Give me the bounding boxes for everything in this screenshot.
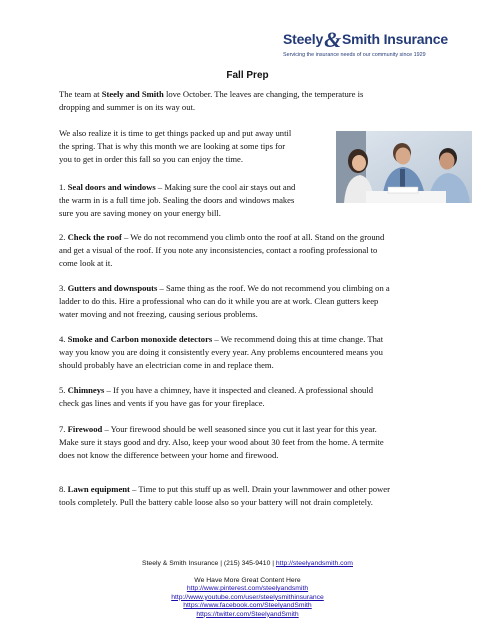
youtube-link[interactable]: http://www.youtube.com/user/steelysmithinsurance xyxy=(171,593,324,601)
tip-text: sure you are saving money on your energy bill. xyxy=(59,208,221,218)
company-logo xyxy=(283,24,483,58)
logo-brand-part2: Smith Insurance xyxy=(341,31,448,47)
tip-8 xyxy=(59,483,449,509)
tip-text: ladder to do this. Hire a professional who can do it while you are at work. Clean gutters keep xyxy=(59,296,379,306)
tip-text: check gas lines and vents if you have gas for your fireplace. xyxy=(59,398,265,408)
tip-text: – We recommend doing this at time change. That xyxy=(212,334,384,344)
tip-text: – Time to put this stuff up as well. Drain your lawnmower and other power xyxy=(129,484,390,494)
tip-heading: Lawn equipment xyxy=(67,484,130,494)
intro-company-name: Steely and Smith xyxy=(101,89,164,99)
pinterest-link[interactable]: http://www.pinterest.com/steelyandsmith xyxy=(186,585,309,593)
website-link[interactable]: http://steelyandsmith.com xyxy=(275,560,353,567)
tip-number: 7. xyxy=(59,424,68,434)
twitter-link[interactable]: https://twitter.com/SteelyandSmith xyxy=(196,610,299,618)
tip-heading: Smoke and Carbon monoxide detectors xyxy=(67,334,213,344)
tip-text: come look at it. xyxy=(59,258,113,268)
footer-more-content xyxy=(0,577,495,619)
tip-text: does not know the difference between your home and firewood. xyxy=(59,450,279,460)
logo-ampersand: & xyxy=(324,27,341,52)
photo-illustration xyxy=(336,131,472,203)
tip-heading: Chimneys xyxy=(67,385,105,395)
tip-number: 4. xyxy=(59,334,68,344)
facebook-link[interactable]: https://www.facebook.com/SteelyandSmith xyxy=(183,602,312,610)
tip-number: 1. xyxy=(59,182,68,192)
tip-text: – Your firewood should be well seasoned since you cut it last year for this year. xyxy=(102,424,377,434)
intro-text: The team at xyxy=(59,89,102,99)
intro-paragraph-2 xyxy=(59,127,334,166)
tip-3 xyxy=(59,282,449,321)
logo-wordmark xyxy=(283,24,483,50)
tip-heading: Gutters and downspouts xyxy=(67,283,158,293)
tip-text: – Making sure the cool air stays out and xyxy=(155,182,296,192)
tip-number: 2. xyxy=(59,232,68,242)
tip-text: should probably have an electrician come in and replace them. xyxy=(59,360,274,370)
tip-text: tools completely. Pull the battery cable loose also so your battery will not drain completely. xyxy=(59,497,373,507)
tip-4 xyxy=(59,333,449,372)
intro-text: you to get in order this fall so you can enjoy the time. xyxy=(59,154,244,164)
tip-text: – Same thing as the roof. We do not recommend you climbing on a xyxy=(157,283,390,293)
footer-more-heading: We Have More Great Content Here xyxy=(194,577,301,584)
footer-contact xyxy=(0,560,495,568)
intro-text: the spring. That is why this month we are looking at some tips for xyxy=(59,141,286,151)
page-title: Fall Prep xyxy=(226,70,269,81)
tip-7 xyxy=(59,423,449,462)
tip-text: – We do not recommend you climb onto the roof at all. Stand on the ground xyxy=(121,232,385,242)
intro-text: love October. The leaves are changing, the temperature is xyxy=(163,89,364,99)
people-meeting-photo xyxy=(336,131,472,203)
tip-text: – If you have a chimney, have it inspected and cleaned. A professional should xyxy=(104,385,374,395)
tip-text: water moving and not freezing, causing serious problems. xyxy=(59,309,258,319)
logo-tagline: Servicing the insurance needs of our community since 1929 xyxy=(283,52,426,58)
tip-5 xyxy=(59,384,449,410)
tip-number: 8. xyxy=(59,484,68,494)
tip-text: way you know you are doing it consistently every year. Any problems encountered means you xyxy=(59,347,383,357)
tip-text: the warm in is a full time job. Sealing the doors and windows makes xyxy=(59,195,295,205)
intro-text: We also realize it is time to get things packed up and put away until xyxy=(59,128,292,138)
tip-number: 5. xyxy=(59,385,68,395)
tip-2 xyxy=(59,231,449,270)
intro-paragraph-1 xyxy=(59,88,439,114)
footer-contact-text: Steely & Smith Insurance | (215) 345-9410 | xyxy=(142,560,276,567)
tip-1 xyxy=(59,181,334,220)
tip-heading: Check the roof xyxy=(67,232,122,242)
intro-text: dropping and summer is on its way out. xyxy=(59,102,196,112)
logo-brand-part1: Steely xyxy=(283,31,324,47)
tip-text: Make sure it stays good and dry. Also, keep your wood about 30 feet from the home. A termite xyxy=(59,437,384,447)
tip-heading: Seal doors and windows xyxy=(67,182,156,192)
tip-number: 3. xyxy=(59,283,68,293)
tip-heading: Firewood xyxy=(67,424,103,434)
tip-text: and get a visual of the roof. If you note any inconsistencies, contact a roofing professional to xyxy=(59,245,378,255)
